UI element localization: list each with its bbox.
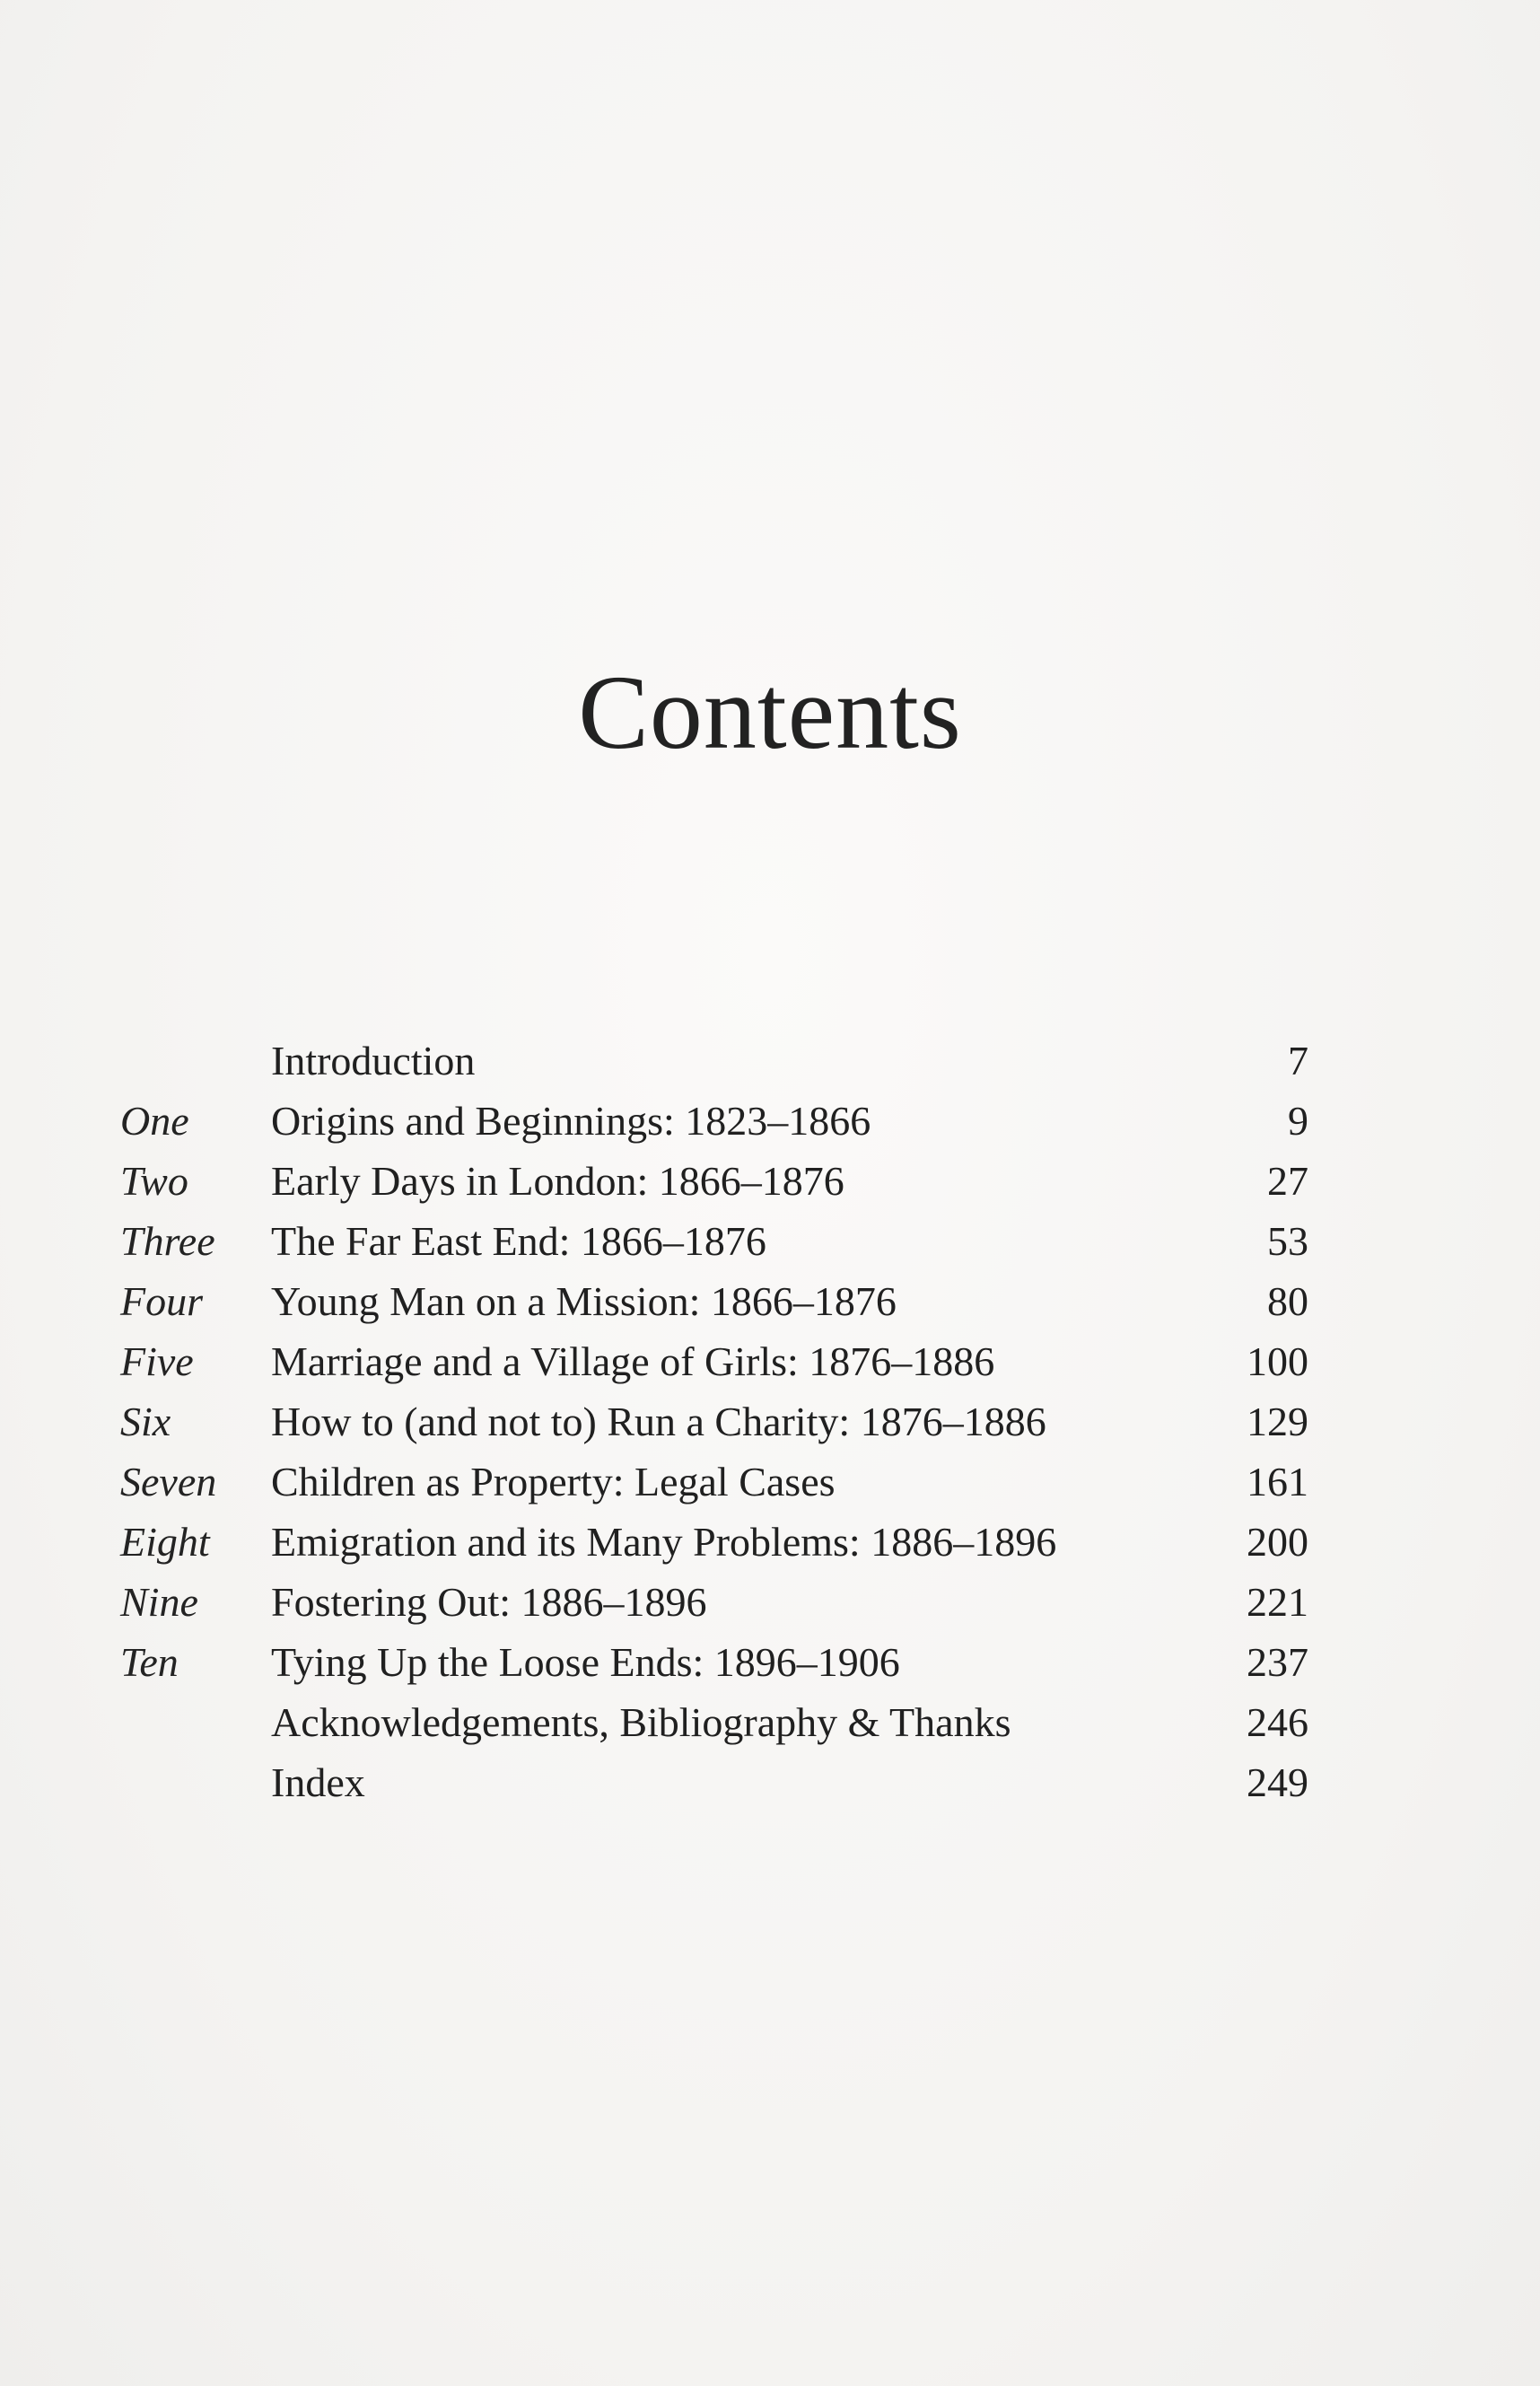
chapter-title: Index (271, 1759, 365, 1805)
page-title: Contents (578, 654, 962, 771)
page-number: 221 (1247, 1579, 1308, 1625)
toc-entry-eight (120, 1512, 1308, 1572)
chapter-title: Introduction (271, 1038, 476, 1083)
page-number: 27 (1267, 1158, 1308, 1204)
chapter-title: Marriage and a Village of Girls: 1876–1886 (271, 1338, 995, 1384)
chapter-number: One (120, 1098, 189, 1144)
chapter-number: Ten (120, 1639, 179, 1685)
chapter-number: Five (120, 1338, 194, 1384)
page-number: 161 (1247, 1459, 1308, 1504)
chapter-title: Fostering Out: 1886–1896 (271, 1579, 707, 1625)
toc-entry-four (120, 1271, 1308, 1331)
chapter-number: Six (120, 1399, 171, 1444)
page-number: 80 (1267, 1278, 1308, 1324)
toc-entry-two (120, 1151, 1308, 1211)
chapter-number: Nine (120, 1579, 198, 1625)
toc-entry-six (120, 1391, 1308, 1452)
chapter-title: Young Man on a Mission: 1866–1876 (271, 1278, 897, 1324)
chapter-title: Children as Property: Legal Cases (271, 1459, 836, 1504)
toc-entry-index (120, 1752, 1308, 1812)
chapter-number: Four (120, 1278, 203, 1324)
toc-entry-seven (120, 1452, 1308, 1512)
page-number: 53 (1267, 1218, 1308, 1264)
page-number: 100 (1247, 1338, 1308, 1384)
toc-entry-ten (120, 1632, 1308, 1692)
page-number: 246 (1247, 1699, 1308, 1745)
toc-entry-three (120, 1211, 1308, 1271)
page-number: 9 (1288, 1098, 1308, 1144)
page-number: 237 (1247, 1639, 1308, 1685)
chapter-title: Origins and Beginnings: 1823–1866 (271, 1098, 871, 1144)
page-number: 7 (1288, 1038, 1308, 1083)
toc-entry-acknowledgements (120, 1692, 1308, 1752)
table-of-contents (120, 1031, 1308, 1812)
page-number: 249 (1247, 1759, 1308, 1805)
chapter-title: How to (and not to) Run a Charity: 1876–1886 (271, 1399, 1046, 1444)
chapter-title: Acknowledgements, Bibliography & Thanks (271, 1699, 1011, 1745)
chapter-number: Two (120, 1158, 188, 1204)
toc-entry-nine (120, 1572, 1308, 1632)
toc-entry-five (120, 1331, 1308, 1391)
page-number: 200 (1247, 1519, 1308, 1565)
chapter-title: Emigration and its Many Problems: 1886–1896 (271, 1519, 1057, 1565)
chapter-title: The Far East End: 1866–1876 (271, 1218, 766, 1264)
chapter-number: Eight (120, 1519, 210, 1565)
page-number: 129 (1247, 1399, 1308, 1444)
chapter-title: Tying Up the Loose Ends: 1896–1906 (271, 1639, 900, 1685)
toc-entry-introduction (120, 1031, 1308, 1091)
chapter-number: Three (120, 1218, 215, 1264)
chapter-title: Early Days in London: 1866–1876 (271, 1158, 844, 1204)
chapter-number: Seven (120, 1459, 217, 1504)
toc-entry-one (120, 1091, 1308, 1151)
